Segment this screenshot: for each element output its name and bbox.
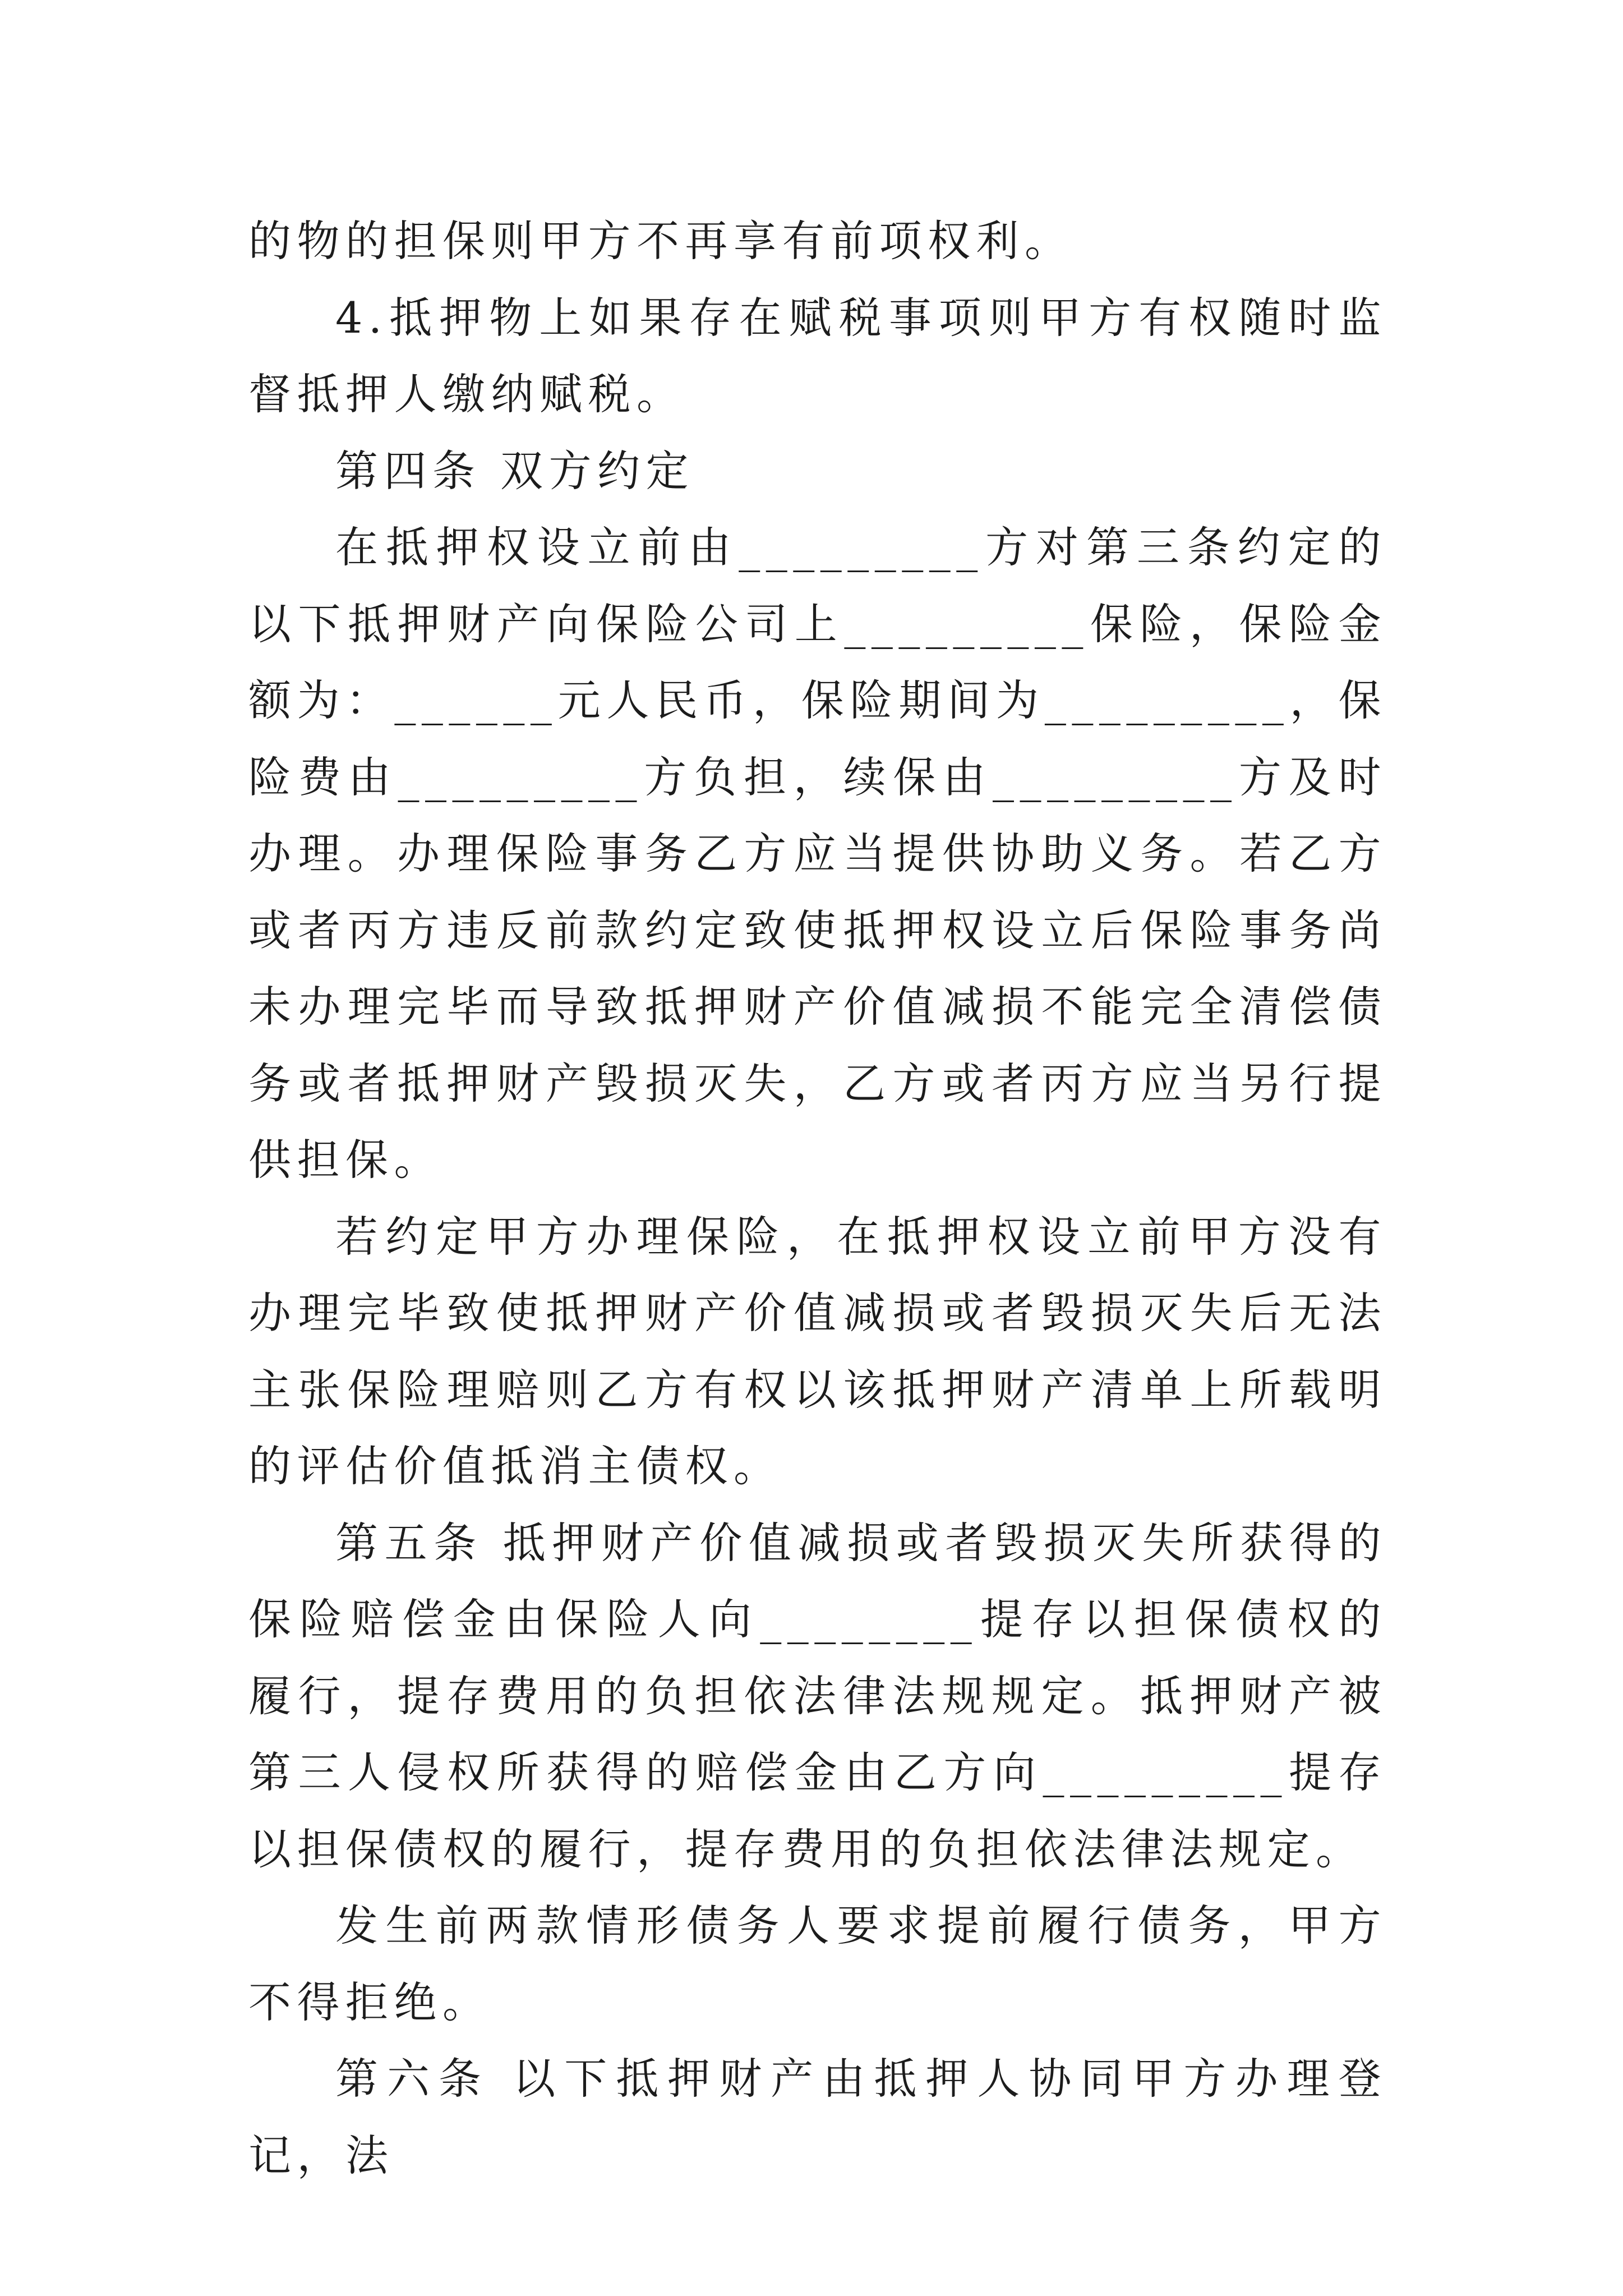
paragraph-insurance-terms: 在抵押权设立前由_________方对第三条约定的以下抵押财产向保险公司上_________保险，保险金额为：______元人民币，保险期间为_________，保险费由_________方负担，续保由_________方及时办理。办理保险事务乙方应当提供协助义务。若乙方或者丙方违反前款约定致使抵押权设立后保险事务尚未办理完毕而导致抵押财产价值减损不能完全清偿债务或者抵押财产毁损灭失，乙方或者丙方应当另行提供担保。 bbox=[248, 522, 1387, 1185]
article-4-heading: 第四条 双方约定 bbox=[335, 445, 695, 496]
paragraph-insurance-party-a: 若约定甲方办理保险，在抵押权设立前甲方没有办理完毕致使抵押财产价值减损或者毁损灭失后无法主张保险理赔则乙方有权以该抵押财产清单上所载明的评估价值抵消主债权。 bbox=[248, 1211, 1387, 1491]
paragraph-early-performance: 发生前两款情形债务人要求提前履行债务，甲方不得拒绝。 bbox=[248, 1901, 1387, 2027]
paragraph-clause-4: 4.抵押物上如果存在赋税事项则甲方有权随时监督抵押人缴纳赋税。 bbox=[248, 292, 1387, 419]
article-6-paragraph: 第六条 以下抵押财产由抵押人协同甲方办理登记，法 bbox=[248, 2054, 1387, 2180]
article-5-paragraph: 第五条 抵押财产价值减损或者毁损灭失所获得的保险赔偿金由保险人向________提存以担保债权的履行，提存费用的负担依法律法规规定。抵押财产被第三人侵权所获得的赔偿金由乙方向_________提存以担保债权的履行，提存费用的负担依法律法规定。 bbox=[248, 1517, 1387, 1874]
document-body bbox=[248, 203, 1387, 2194]
paragraph-continuation: 的物的担保则甲方不再享有前项权利。 bbox=[248, 216, 1073, 266]
